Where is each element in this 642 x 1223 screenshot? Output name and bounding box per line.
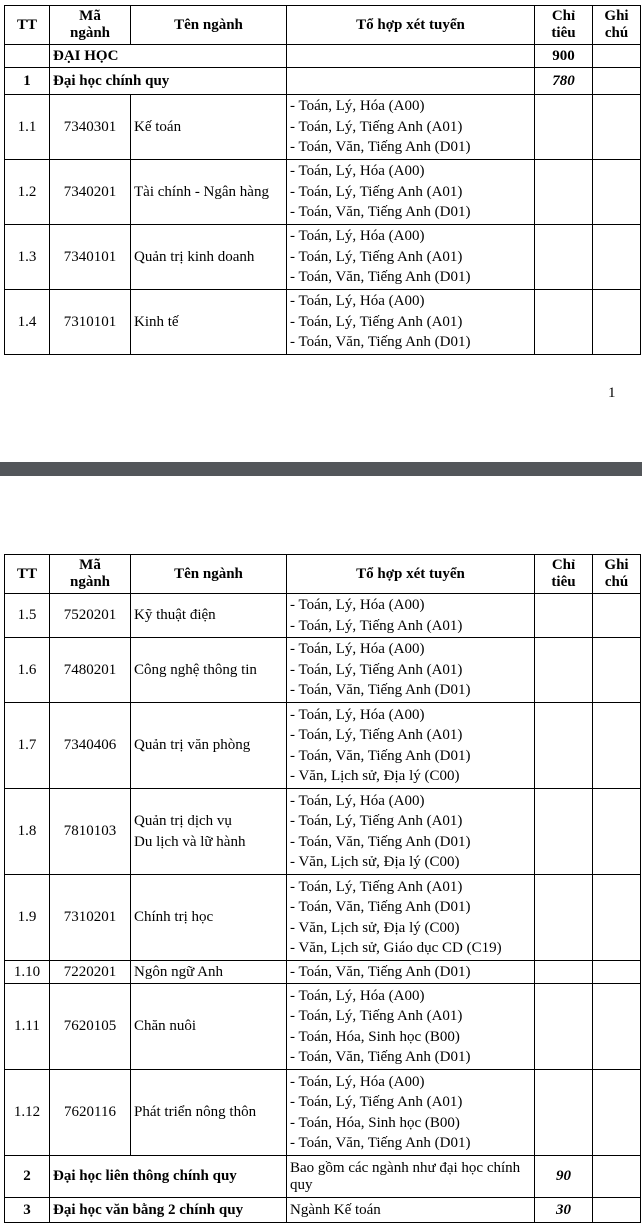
subject-combinations: [287, 290, 535, 355]
table-row: [5, 290, 641, 355]
combination-item: - Toán, Văn, Tiếng Anh (D01): [290, 269, 471, 286]
section-description: Bao gồm các ngành như đại học chính quy: [287, 1156, 535, 1198]
page-separator: [0, 462, 642, 476]
header-quota: Chỉ tiêu: [535, 555, 593, 594]
header-note: Ghi chú: [593, 555, 641, 594]
combination-item: - Toán, Lý, Tiếng Anh (A01): [290, 1008, 463, 1024]
table-row: [5, 703, 641, 789]
table-row: [5, 1070, 641, 1156]
header-name: Tên ngành: [131, 555, 287, 594]
major-name: [131, 789, 287, 875]
table-row: [5, 160, 641, 225]
major-name: [131, 875, 287, 961]
combination-item: - Toán, Lý, Hóa (A00): [290, 987, 425, 1004]
combination-item: - Toán, Văn, Tiếng Anh (D01): [290, 963, 471, 980]
major-name: [131, 1070, 287, 1156]
row-tt: 1.7: [5, 703, 50, 789]
row-tt: 1.9: [5, 875, 50, 961]
subject-combinations: [287, 638, 535, 703]
quota-cell: [535, 984, 593, 1070]
combination-item: - Toán, Hóa, Sinh học (B00): [290, 1114, 460, 1131]
section-tt: 3: [5, 1198, 50, 1223]
subject-combinations: [287, 1070, 535, 1156]
major-name-line: Du lịch và lữ hành: [134, 833, 246, 850]
section-tt: 2: [5, 1156, 50, 1198]
combination-item: - Toán, Lý, Hóa (A00): [290, 293, 425, 310]
table-row: [5, 638, 641, 703]
row-tt: 1.2: [5, 160, 50, 225]
subject-combinations: [287, 875, 535, 961]
major-name-line: Kỹ thuật điện: [134, 607, 216, 624]
table-row: [5, 95, 641, 160]
combination-item: - Toán, Lý, Tiếng Anh (A01): [290, 661, 463, 678]
table-row: [5, 984, 641, 1070]
summary-label: ĐẠI HỌC: [50, 45, 287, 68]
major-name: [131, 290, 287, 355]
major-name-line: Tài chính - Ngân hàng: [134, 183, 269, 200]
combination-item: - Toán, Lý, Tiếng Anh (A01): [290, 183, 463, 200]
section-description: Ngành Kế toán: [287, 1198, 535, 1223]
note-cell: [593, 875, 641, 961]
subject-combinations: [287, 160, 535, 225]
row-tt: 1.4: [5, 290, 50, 355]
header-tt: TT: [5, 555, 50, 594]
combination-item: - Toán, Lý, Tiếng Anh (A01): [290, 1094, 463, 1110]
combination-item: - Toán, Văn, Tiếng Anh (D01): [290, 139, 471, 156]
note-cell: [593, 789, 641, 875]
major-name-line: Phát triển nông thôn: [134, 1104, 257, 1121]
subject-combinations: [287, 225, 535, 290]
admission-table-page-2: [4, 554, 641, 1223]
combination-item: - Toán, Lý, Tiếng Anh (A01): [290, 617, 463, 634]
major-name: [131, 638, 287, 703]
combination-item: - Văn, Lịch sử, Địa lý (C00): [290, 854, 460, 870]
combination-item: - Toán, Lý, Tiếng Anh (A01): [290, 878, 463, 895]
subject-combinations: [287, 984, 535, 1070]
header-code: Mã ngành: [50, 6, 131, 45]
section-label: Đại học liên thông chính quy: [50, 1156, 287, 1198]
table-row: [5, 961, 641, 984]
combination-item: - Toán, Văn, Tiếng Anh (D01): [290, 899, 471, 915]
major-name: [131, 594, 287, 638]
table-header-row: [5, 555, 641, 594]
row-tt: 1.5: [5, 594, 50, 638]
section-label: Đại học chính quy: [50, 68, 287, 95]
subject-combinations: [287, 703, 535, 789]
combination-item: - Toán, Lý, Hóa (A00): [290, 641, 425, 658]
table-row: [5, 225, 641, 290]
quota-cell: [535, 594, 593, 638]
major-name-line: Quản trị dịch vụ: [134, 813, 232, 829]
quota-cell: [535, 638, 593, 703]
table-row: [5, 875, 641, 961]
major-code: 7620105: [50, 984, 131, 1070]
section-row: [5, 1198, 641, 1223]
quota-cell: [535, 961, 593, 984]
major-code: 7340101: [50, 225, 131, 290]
note-cell: [593, 290, 641, 355]
note-cell: [593, 1070, 641, 1156]
combination-item: - Toán, Văn, Tiếng Anh (D01): [290, 204, 471, 221]
subject-combinations: [287, 95, 535, 160]
major-code: 7480201: [50, 638, 131, 703]
note-cell: [593, 594, 641, 638]
major-code: 7220201: [50, 961, 131, 984]
combination-item: - Toán, Lý, Tiếng Anh (A01): [290, 813, 463, 829]
quota-cell: [535, 290, 593, 355]
section-row: [5, 68, 641, 95]
major-name: [131, 160, 287, 225]
major-code: 7340406: [50, 703, 131, 789]
subject-combinations: [287, 961, 535, 984]
table-header-row: [5, 6, 641, 45]
note-cell: [593, 984, 641, 1070]
major-name: [131, 961, 287, 984]
header-combo: Tổ hợp xét tuyển: [287, 555, 535, 594]
combination-item: - Toán, Lý, Hóa (A00): [290, 1073, 425, 1090]
subject-combinations: [287, 594, 535, 638]
combination-item: - Toán, Lý, Tiếng Anh (A01): [290, 313, 463, 330]
major-name: [131, 95, 287, 160]
summary-quota: 900: [535, 45, 593, 68]
major-code: 7310101: [50, 290, 131, 355]
section-label: Đại học văn bằng 2 chính quy: [50, 1198, 287, 1223]
section-row: [5, 1156, 641, 1198]
header-code: Mã ngành: [50, 555, 131, 594]
note-cell: [593, 225, 641, 290]
document-page-2: [0, 476, 642, 1222]
combination-item: - Văn, Lịch sử, Địa lý (C00): [290, 919, 460, 936]
subject-combinations: [287, 789, 535, 875]
header-note: Ghi chú: [593, 6, 641, 45]
combination-item: - Toán, Lý, Hóa (A00): [290, 98, 425, 115]
summary-row: [5, 45, 641, 68]
major-name-line: Công nghệ thông tin: [134, 661, 257, 678]
combination-item: - Toán, Lý, Tiếng Anh (A01): [290, 727, 463, 743]
header-combo: Tổ hợp xét tuyển: [287, 6, 535, 45]
section-quota: 30: [535, 1198, 593, 1223]
combination-item: - Toán, Hóa, Sinh học (B00): [290, 1028, 460, 1045]
major-name: [131, 225, 287, 290]
major-code: 7520201: [50, 594, 131, 638]
combination-item: - Văn, Lịch sử, Giáo dục CD (C19): [290, 940, 502, 956]
quota-cell: [535, 225, 593, 290]
combination-item: - Toán, Lý, Hóa (A00): [290, 706, 425, 723]
section-tt: 1: [5, 68, 50, 95]
major-name: [131, 984, 287, 1070]
combination-item: - Văn, Lịch sử, Địa lý (C00): [290, 768, 460, 784]
combination-item: - Toán, Lý, Hóa (A00): [290, 163, 425, 180]
header-tt: TT: [5, 6, 50, 45]
combination-item: - Toán, Văn, Tiếng Anh (D01): [290, 1049, 471, 1065]
table-row: [5, 594, 641, 638]
document-page-1: [0, 0, 642, 462]
combination-item: - Toán, Lý, Hóa (A00): [290, 228, 425, 245]
major-name-line: Kinh tế: [134, 313, 179, 330]
quota-cell: [535, 1070, 593, 1156]
row-tt: 1.10: [5, 961, 50, 984]
note-cell: [593, 703, 641, 789]
row-tt: 1.8: [5, 789, 50, 875]
section-quota: 90: [535, 1156, 593, 1198]
row-tt: 1.11: [5, 984, 50, 1070]
combination-item: - Toán, Văn, Tiếng Anh (D01): [290, 1135, 471, 1151]
major-code: 7810103: [50, 789, 131, 875]
major-code: 7340201: [50, 160, 131, 225]
major-name-line: Ngôn ngữ Anh: [134, 963, 223, 980]
admission-table-page-1: [4, 5, 641, 355]
major-name-line: Kế toán: [134, 118, 182, 135]
major-name-line: Quản trị văn phòng: [134, 737, 251, 754]
quota-cell: [535, 160, 593, 225]
quota-cell: [535, 703, 593, 789]
note-cell: [593, 961, 641, 984]
combination-item: - Toán, Văn, Tiếng Anh (D01): [290, 334, 471, 351]
row-tt: 1.1: [5, 95, 50, 160]
major-name-line: Chăn nuôi: [134, 1018, 197, 1035]
combination-item: - Toán, Lý, Hóa (A00): [290, 792, 425, 809]
note-cell: [593, 160, 641, 225]
header-name: Tên ngành: [131, 6, 287, 45]
row-tt: 1.3: [5, 225, 50, 290]
row-tt: 1.6: [5, 638, 50, 703]
combination-item: - Toán, Văn, Tiếng Anh (D01): [290, 747, 471, 764]
note-cell: [593, 95, 641, 160]
combination-item: - Toán, Lý, Tiếng Anh (A01): [290, 118, 463, 135]
major-code: 7340301: [50, 95, 131, 160]
major-name: [131, 703, 287, 789]
header-quota: Chỉ tiêu: [535, 6, 593, 45]
combination-item: - Toán, Lý, Hóa (A00): [290, 597, 425, 613]
quota-cell: [535, 875, 593, 961]
combination-item: - Toán, Văn, Tiếng Anh (D01): [290, 682, 471, 699]
major-code: 7310201: [50, 875, 131, 961]
row-tt: 1.12: [5, 1070, 50, 1156]
quota-cell: [535, 789, 593, 875]
combination-item: - Toán, Văn, Tiếng Anh (D01): [290, 833, 471, 850]
note-cell: [593, 638, 641, 703]
quota-cell: [535, 95, 593, 160]
major-code: 7620116: [50, 1070, 131, 1156]
table-row: [5, 789, 641, 875]
page-number: 1: [608, 385, 616, 401]
section-quota: 780: [535, 68, 593, 95]
major-name-line: Chính trị học: [134, 909, 214, 926]
major-name-line: Quản trị kinh doanh: [134, 248, 255, 265]
combination-item: - Toán, Lý, Tiếng Anh (A01): [290, 248, 463, 265]
